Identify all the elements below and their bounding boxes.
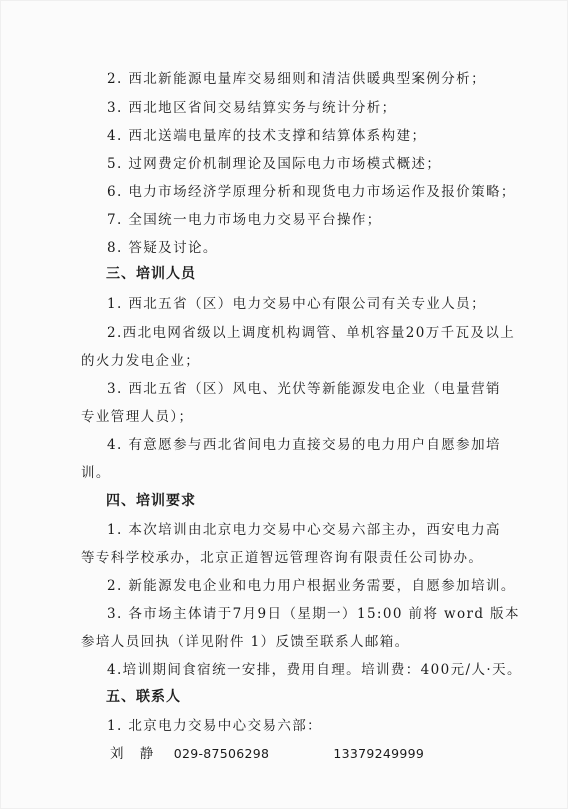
agenda-item-5: 5. 过网费定价机制理论及国际电力市场模式概述； (107, 156, 442, 172)
contact-row (110, 742, 568, 762)
personnel-item-3-line1: 3. 西北五省（区）风电、光伏等新能源发电企业（电量营销 (107, 381, 501, 397)
personnel-item-1: 1. 西北五省（区）电力交易中心有限公司有关专业人员； (107, 296, 486, 312)
contact-org: 1. 北京电力交易中心交易六部： (107, 718, 323, 734)
requirement-item-3-line1: 3. 各市场主体请于7月9日（星期一）15:00 前将 word 版本 (107, 606, 520, 622)
contact-mobile: 13379249999 (333, 746, 425, 761)
requirement-item-1-line1: 1. 本次培训由北京电力交易中心交易六部主办，西安电力高 (107, 522, 501, 538)
agenda-item-4: 4. 西北送端电量库的技术支撑和结算体系构建； (107, 128, 427, 144)
personnel-item-4-line2: 训。 (81, 465, 111, 481)
agenda-item-2: 2. 西北新能源电量库交易细则和清洁供暖典型案例分析； (107, 71, 486, 87)
agenda-item-7: 7. 全国统一电力市场电力交易平台操作； (107, 212, 382, 228)
section-heading-personnel: 三、培训人员 (106, 266, 196, 282)
personnel-item-3-line2: 专业管理人员）； (81, 409, 194, 425)
agenda-item-8: 8. 答疑及讨论。 (107, 240, 218, 256)
requirement-item-4: 4.培训期间食宿统一安排，费用自理。培训费：400元/人·天。 (107, 662, 522, 678)
personnel-item-2-line1: 2.西北电网省级以上调度机构调管、单机容量20万千瓦及以上 (107, 325, 516, 341)
personnel-item-2-line2: 的火力发电企业； (81, 353, 201, 369)
agenda-item-3: 3. 西北地区省间交易结算实务与统计分析； (107, 100, 397, 116)
requirement-item-3-line2: 参培人员回执（详见附件 1）反馈至联系人邮箱。 (81, 634, 410, 650)
requirement-item-1-line2: 等专科学校承办，北京正道智远管理咨询有限责任公司协办。 (81, 550, 484, 566)
section-heading-requirements: 四、培训要求 (106, 493, 196, 509)
contact-telephone: 029-87506298 (173, 746, 270, 761)
agenda-item-6: 6. 电力市场经济学原理分析和现货电力市场运作及报价策略； (107, 184, 516, 200)
requirement-item-2: 2. 新能源发电企业和电力用户根据业务需要，自愿参加培训。 (107, 578, 516, 594)
personnel-item-4-line1: 4. 有意愿参与西北省间电力直接交易的电力用户自愿参加培 (107, 437, 501, 453)
contact-name: 刘 静 (110, 746, 155, 762)
section-heading-contacts: 五、联系人 (106, 689, 181, 705)
